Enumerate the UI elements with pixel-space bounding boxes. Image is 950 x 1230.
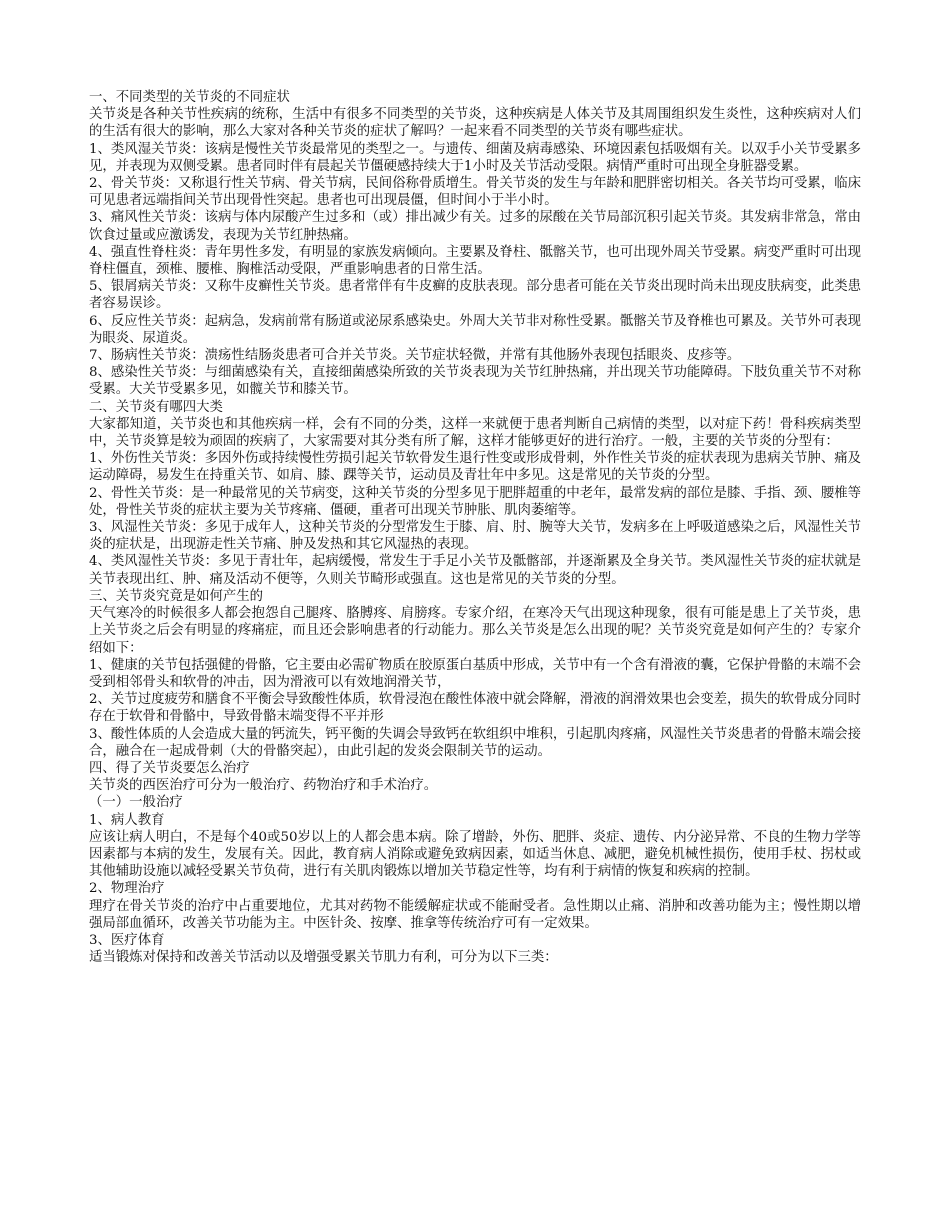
heading-1: 一、不同类型的关节炎的不同症状 bbox=[89, 90, 290, 105]
paragraph: 关节炎的西医治疗可分为一般治疗、药物治疗和手术治疗。 bbox=[89, 778, 438, 794]
heading-4: 四、得了关节炎要怎么治疗 bbox=[89, 760, 250, 776]
list-item: 8、感染性关节炎：与细菌感染有关，直接细菌感染所致的关节炎表现为关节红肿热痛，并出现关节功能障碍。下肢负重关节不对称受累。大关节受累多见，如髋关节和膝关节。 bbox=[89, 365, 861, 398]
list-item: 6、反应性关节炎：起病急，发病前常有肠道或泌尿系感染史。外周大关节非对称性受累。骶髂关节及脊椎也可累及。关节外可表现为眼炎、尿道炎。 bbox=[89, 313, 861, 346]
list-item: 1、外伤性关节炎：多因外伤或持续慢性劳损引起关节软骨发生退行性变或形成骨刺，外作性关节炎的症状表现为患病关节肿、痛及运动障碍，易发生在持重关节、如肩、膝、踝等关节，运动员及青壮年中多见。这是常见的关节炎的分型。 bbox=[89, 451, 861, 484]
heading-3: 三、关节炎究竟是如何产生的 bbox=[89, 588, 264, 604]
heading-2: 二、关节炎有哪四大类 bbox=[89, 399, 223, 415]
list-item: 2、关节过度疲劳和膳食不平衡会导致酸性体质，软骨浸泡在酸性体液中就会降解，滑液的润滑效果也会变差，损失的软骨成分同时存在于软骨和骨骼中，导致骨骼末端变得不平并形 bbox=[89, 692, 861, 725]
document-body bbox=[89, 89, 861, 966]
paragraph: 天气寒冷的时候很多人都会抱怨自己腿疼、胳膊疼、肩膀疼。专家介绍，在寒冷天气出现这种现象，很有可能是患上了关节炎，患上关节炎之后会有明显的疼痛症，而且还会影响患者的行动能力。那么关节炎是怎么出现的呢？关节炎究竟是如何产生的？专家介绍如下： bbox=[89, 606, 861, 656]
subheading: 1、病人教育 bbox=[89, 812, 165, 828]
list-item: 1、类风湿关节炎：该病是慢性关节炎最常见的类型之一。与遗传、细菌及病毒感染、环境因素包括吸烟有关。以双手小关节受累多见，并表现为双侧受累。患者同时伴有晨起关节僵硬感持续大于1小时及关节活动受限。病情严重时可出现全身脏器受累。 bbox=[89, 141, 861, 174]
subheading: 3、医疗体育 bbox=[89, 932, 165, 948]
list-item: 2、骨关节炎：又称退行性关节病、骨关节病，民间俗称骨质增生。骨关节炎的发生与年龄和肥胖密切相关。各关节均可受累，临床可见患者远端指间关节出现骨性突起。患者也可出现晨僵，但时间小于半小时。 bbox=[89, 176, 861, 209]
list-item: 4、类风湿性关节炎：多见于青壮年，起病缓慢，常发生于手足小关节及骶髂部，并逐渐累及全身关节。类风湿性关节炎的症状就是关节表现出红、肿、痛及活动不便等，久则关节畸形或强直。这也是常见的关节炎的分型。 bbox=[89, 554, 861, 587]
paragraph: 关节炎是各种关节性疾病的统称，生活中有很多不同类型的关节炎，这种疾病是人体关节及其周围组织发生炎性，这种疾病对人们的生活有很大的影响，那么大家对各种关节炎的症状了解吗？一起来看不同类型的关节炎有哪些症状。 bbox=[89, 107, 861, 140]
list-item: 5、银屑病关节炎：又称牛皮癣性关节炎。患者常伴有牛皮癣的皮肤表现。部分患者可能在关节炎出现时尚未出现皮肤病变，此类患者容易误诊。 bbox=[89, 279, 861, 312]
list-item: 2、骨性关节炎：是一种最常见的关节病变，这种关节炎的分型多见于肥胖超重的中老年，最常发病的部位是膝、手指、颈、腰椎等处，骨性关节炎的症状主要为关节疼痛、僵硬，重者可出现关节肿胀、肌肉萎缩等。 bbox=[89, 485, 861, 518]
paragraph: 理疗在骨关节炎的治疗中占重要地位，尤其对药物不能缓解症状或不能耐受者。急性期以止痛、消肿和改善功能为主；慢性期以增强局部血循环，改善关节功能为主。中医针灸、按摩、推拿等传统治疗可有一定效果。 bbox=[89, 898, 861, 931]
paragraph: 应该让病人明白，不是每个40或50岁以上的人都会患本病。除了增龄，外伤、肥胖、炎症、遗传、内分泌异常、不良的生物力学等因素都与本病的发生，发展有关。因此，教育病人消除或避免致病因素，如适当休息、减肥，避免机械性损伤，使用手杖、拐杖或其他辅助设施以减轻受累关节负荷，进行有关肌肉锻炼以增加关节稳定性等，均有利于病情的恢复和疾病的控制。 bbox=[89, 829, 861, 880]
paragraph: 大家都知道，关节炎也和其他疾病一样，会有不同的分类，这样一来就便于患者判断自己病情的类型，以对症下药！骨科疾病类型中，关节炎算是较为顽固的疾病了，大家需要对其分类有所了解，这样才能够更好的进行治疗。一般，主要的关节炎的分型有： bbox=[89, 416, 861, 450]
subheading: （一）一般治疗 bbox=[89, 795, 183, 811]
list-item: 3、风湿性关节炎：多见于成年人，这种关节炎的分型常发生于膝、肩、肘、腕等大关节，发病多在上呼吸道感染之后，风湿性关节炎的症状是，出现游走性关节痛、肿及发热和其它风湿热的表现。 bbox=[89, 520, 861, 553]
list-item: 4、强直性脊柱炎：青年男性多发，有明显的家族发病倾向。主要累及脊柱、骶髂关节，也可出现外周关节受累。病变严重时可出现脊柱僵直，颈椎、腰椎、胸椎活动受限，严重影响患者的日常生活。 bbox=[89, 244, 861, 278]
list-item: 3、酸性体质的人会造成大量的钙流失，钙平衡的失调会导致钙在软组织中堆积，引起肌肉疼痛，风湿性关节炎患者的骨骼末端会接合，融合在一起成骨刺（大的骨骼突起），由此引起的发炎会限制关节的运动。 bbox=[89, 726, 861, 759]
paragraph: 适当锻炼对保持和改善关节活动以及增强受累关节肌力有利，可分为以下三类： bbox=[89, 950, 558, 966]
subheading: 2、物理治疗 bbox=[89, 881, 165, 897]
list-item: 1、健康的关节包括强健的骨骼，它主要由必需矿物质在胶原蛋白基质中形成，关节中有一个含有滑液的囊，它保护骨骼的末端不会受到相邻骨头和软骨的冲击，因为滑液可以有效地润滑关节， bbox=[89, 657, 861, 690]
list-item: 3、痛风性关节炎：该病与体内尿酸产生过多和（或）排出减少有关。过多的尿酸在关节局部沉积引起关节炎。其发病非常急，常由饮食过量或应激诱发，表现为关节红肿热痛。 bbox=[89, 210, 861, 243]
list-item: 7、肠病性关节炎：溃疡性结肠炎患者可合并关节炎。关节症状轻微，并常有其他肠外表现包括眼炎、皮疹等。 bbox=[89, 348, 741, 364]
